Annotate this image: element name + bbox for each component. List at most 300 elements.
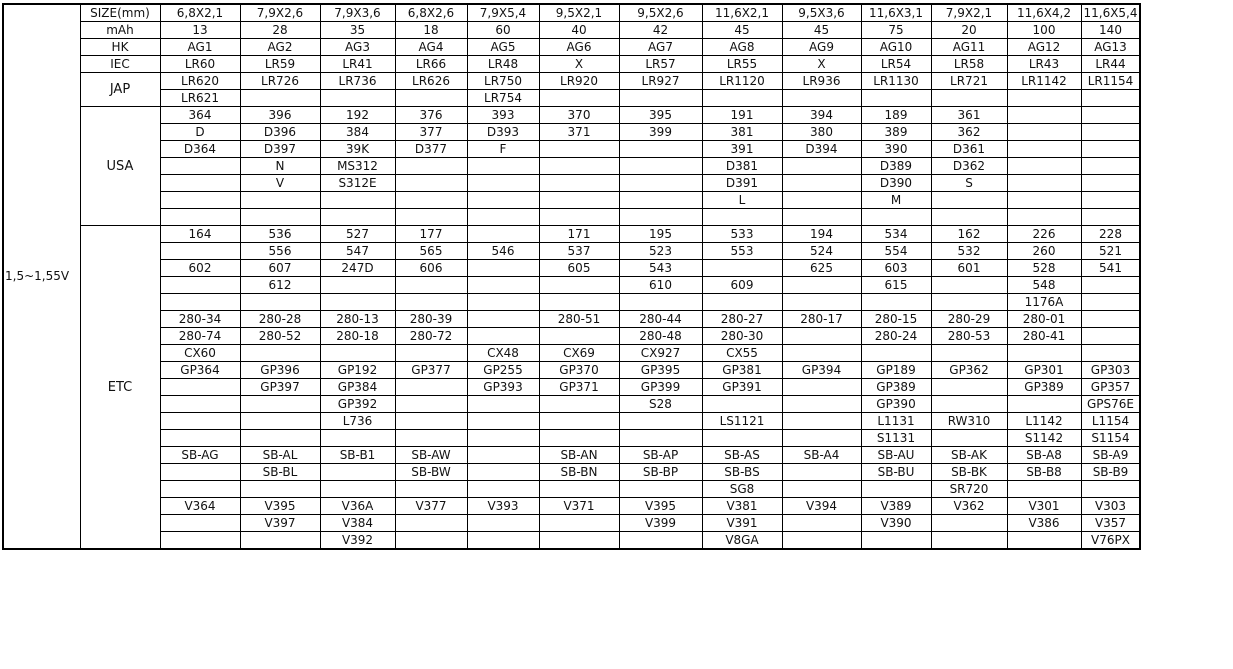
data-row bbox=[3, 158, 1140, 175]
data-cell: GP362 bbox=[931, 362, 1007, 379]
header-value-cell: AG10 bbox=[861, 39, 931, 56]
data-cell bbox=[539, 141, 619, 158]
data-cell: LR621 bbox=[160, 90, 240, 107]
group-label: ETC bbox=[80, 226, 160, 550]
data-cell bbox=[539, 430, 619, 447]
data-cell bbox=[782, 345, 861, 362]
data-cell: SB-A4 bbox=[782, 447, 861, 464]
data-cell bbox=[1007, 532, 1081, 550]
data-cell bbox=[467, 447, 539, 464]
data-cell: 191 bbox=[702, 107, 782, 124]
data-cell bbox=[467, 158, 539, 175]
data-cell bbox=[467, 464, 539, 481]
data-cell: S1154 bbox=[1081, 430, 1140, 447]
header-value-cell: 35 bbox=[320, 22, 395, 39]
header-value-cell: 6,8X2,1 bbox=[160, 4, 240, 22]
data-cell: GP377 bbox=[395, 362, 467, 379]
data-cell bbox=[467, 413, 539, 430]
header-value-cell: LR44 bbox=[1081, 56, 1140, 73]
data-cell: SB-B8 bbox=[1007, 464, 1081, 481]
data-cell bbox=[861, 532, 931, 550]
data-cell bbox=[160, 396, 240, 413]
data-cell: D393 bbox=[467, 124, 539, 141]
data-row bbox=[3, 243, 1140, 260]
data-cell: LR1130 bbox=[861, 73, 931, 90]
data-cell: GP301 bbox=[1007, 362, 1081, 379]
data-cell bbox=[702, 294, 782, 311]
data-cell: 610 bbox=[619, 277, 702, 294]
data-cell: GP390 bbox=[861, 396, 931, 413]
data-cell: LR920 bbox=[539, 73, 619, 90]
data-cell bbox=[539, 532, 619, 550]
data-cell: 523 bbox=[619, 243, 702, 260]
data-cell bbox=[619, 430, 702, 447]
data-cell: SB-B9 bbox=[1081, 464, 1140, 481]
data-row bbox=[3, 107, 1140, 124]
data-cell: SB-BP bbox=[619, 464, 702, 481]
row-header-label: IEC bbox=[80, 56, 160, 73]
data-cell bbox=[160, 464, 240, 481]
header-value-cell: LR59 bbox=[240, 56, 320, 73]
data-cell: 381 bbox=[702, 124, 782, 141]
data-cell: 1176A bbox=[1007, 294, 1081, 311]
data-cell: V357 bbox=[1081, 515, 1140, 532]
data-cell: GP384 bbox=[320, 379, 395, 396]
data-cell bbox=[1081, 209, 1140, 226]
data-cell bbox=[1081, 90, 1140, 107]
row-header-label: mAh bbox=[80, 22, 160, 39]
data-cell bbox=[240, 430, 320, 447]
data-cell bbox=[467, 515, 539, 532]
data-cell: 260 bbox=[1007, 243, 1081, 260]
data-cell bbox=[395, 175, 467, 192]
data-cell: 393 bbox=[467, 107, 539, 124]
data-cell: LR620 bbox=[160, 73, 240, 90]
header-value-cell: 45 bbox=[702, 22, 782, 39]
data-cell bbox=[395, 158, 467, 175]
data-cell: D381 bbox=[702, 158, 782, 175]
data-cell: GP393 bbox=[467, 379, 539, 396]
data-cell bbox=[539, 175, 619, 192]
header-value-cell: 7,9X3,6 bbox=[320, 4, 395, 22]
data-cell bbox=[320, 481, 395, 498]
data-cell bbox=[160, 192, 240, 209]
data-cell bbox=[160, 481, 240, 498]
data-cell bbox=[320, 294, 395, 311]
data-cell: 602 bbox=[160, 260, 240, 277]
data-cell bbox=[1081, 175, 1140, 192]
data-cell: 625 bbox=[782, 260, 861, 277]
data-cell: GP371 bbox=[539, 379, 619, 396]
header-value-cell: 40 bbox=[539, 22, 619, 39]
header-value-cell: 7,9X5,4 bbox=[467, 4, 539, 22]
data-cell: 194 bbox=[782, 226, 861, 243]
data-row bbox=[3, 362, 1140, 379]
data-cell bbox=[467, 209, 539, 226]
header-value-cell: 140 bbox=[1081, 22, 1140, 39]
data-cell: V395 bbox=[619, 498, 702, 515]
data-cell bbox=[931, 515, 1007, 532]
data-cell bbox=[619, 158, 702, 175]
data-cell: LR726 bbox=[240, 73, 320, 90]
data-cell: SB-BW bbox=[395, 464, 467, 481]
data-cell: SB-BU bbox=[861, 464, 931, 481]
battery-cross-reference-sheet bbox=[2, 3, 1141, 550]
data-cell: L bbox=[702, 192, 782, 209]
data-cell bbox=[1007, 175, 1081, 192]
header-row bbox=[3, 22, 1140, 39]
header-value-cell: 18 bbox=[395, 22, 467, 39]
data-cell bbox=[1081, 481, 1140, 498]
data-cell: GP255 bbox=[467, 362, 539, 379]
data-cell bbox=[539, 515, 619, 532]
data-row bbox=[3, 141, 1140, 158]
data-cell: GP192 bbox=[320, 362, 395, 379]
data-cell bbox=[782, 158, 861, 175]
data-cell: V394 bbox=[782, 498, 861, 515]
data-cell bbox=[395, 345, 467, 362]
data-cell: 527 bbox=[320, 226, 395, 243]
data-cell: 541 bbox=[1081, 260, 1140, 277]
data-cell: 534 bbox=[861, 226, 931, 243]
data-cell bbox=[702, 209, 782, 226]
data-cell bbox=[1081, 294, 1140, 311]
data-cell: LR936 bbox=[782, 73, 861, 90]
header-value-cell: LR54 bbox=[861, 56, 931, 73]
header-value-cell: LR55 bbox=[702, 56, 782, 73]
data-cell bbox=[160, 243, 240, 260]
data-cell: V393 bbox=[467, 498, 539, 515]
data-cell bbox=[619, 175, 702, 192]
data-cell: 226 bbox=[1007, 226, 1081, 243]
data-cell: 547 bbox=[320, 243, 395, 260]
header-value-cell: LR43 bbox=[1007, 56, 1081, 73]
data-cell: 394 bbox=[782, 107, 861, 124]
data-cell: 370 bbox=[539, 107, 619, 124]
header-value-cell: 28 bbox=[240, 22, 320, 39]
data-cell bbox=[539, 209, 619, 226]
data-cell bbox=[1007, 481, 1081, 498]
data-cell bbox=[702, 396, 782, 413]
data-cell: GP397 bbox=[240, 379, 320, 396]
data-cell: 280-44 bbox=[619, 311, 702, 328]
data-row bbox=[3, 498, 1140, 515]
data-cell: N bbox=[240, 158, 320, 175]
data-cell: M bbox=[861, 192, 931, 209]
header-value-cell: 42 bbox=[619, 22, 702, 39]
data-cell: V bbox=[240, 175, 320, 192]
data-cell: D396 bbox=[240, 124, 320, 141]
data-cell bbox=[931, 192, 1007, 209]
data-cell: 399 bbox=[619, 124, 702, 141]
data-cell: SB-BS bbox=[702, 464, 782, 481]
data-cell: CX69 bbox=[539, 345, 619, 362]
data-cell bbox=[782, 209, 861, 226]
data-cell: CX60 bbox=[160, 345, 240, 362]
data-cell bbox=[160, 209, 240, 226]
data-cell: V362 bbox=[931, 498, 1007, 515]
header-value-cell: AG12 bbox=[1007, 39, 1081, 56]
data-cell: GP364 bbox=[160, 362, 240, 379]
data-cell: 280-34 bbox=[160, 311, 240, 328]
data-cell: SB-A9 bbox=[1081, 447, 1140, 464]
data-cell bbox=[539, 328, 619, 345]
data-cell bbox=[931, 430, 1007, 447]
data-row bbox=[3, 124, 1140, 141]
data-cell: LR626 bbox=[395, 73, 467, 90]
header-value-cell: AG13 bbox=[1081, 39, 1140, 56]
data-cell bbox=[539, 481, 619, 498]
data-cell: 171 bbox=[539, 226, 619, 243]
data-cell: SB-AG bbox=[160, 447, 240, 464]
data-cell: GP391 bbox=[702, 379, 782, 396]
header-value-cell: 7,9X2,1 bbox=[931, 4, 1007, 22]
data-cell: 606 bbox=[395, 260, 467, 277]
data-cell: SB-A8 bbox=[1007, 447, 1081, 464]
data-cell bbox=[931, 90, 1007, 107]
header-value-cell: 9,5X2,6 bbox=[619, 4, 702, 22]
data-cell bbox=[782, 515, 861, 532]
data-cell: CX55 bbox=[702, 345, 782, 362]
data-cell bbox=[861, 345, 931, 362]
data-cell: 371 bbox=[539, 124, 619, 141]
data-cell: SB-BN bbox=[539, 464, 619, 481]
data-cell bbox=[619, 209, 702, 226]
data-cell: 280-30 bbox=[702, 328, 782, 345]
data-cell bbox=[160, 532, 240, 550]
header-value-cell: 9,5X3,6 bbox=[782, 4, 861, 22]
data-cell: S bbox=[931, 175, 1007, 192]
data-cell: 280-51 bbox=[539, 311, 619, 328]
row-header-label: SIZE(mm) bbox=[80, 4, 160, 22]
data-cell: V390 bbox=[861, 515, 931, 532]
data-cell: 280-48 bbox=[619, 328, 702, 345]
data-cell bbox=[1007, 90, 1081, 107]
data-row bbox=[3, 73, 1140, 90]
data-cell: GP381 bbox=[702, 362, 782, 379]
data-cell bbox=[782, 430, 861, 447]
data-cell: 543 bbox=[619, 260, 702, 277]
data-cell: 537 bbox=[539, 243, 619, 260]
data-cell bbox=[395, 532, 467, 550]
data-cell: 553 bbox=[702, 243, 782, 260]
data-cell: CX48 bbox=[467, 345, 539, 362]
data-cell bbox=[467, 328, 539, 345]
data-cell: D390 bbox=[861, 175, 931, 192]
data-cell: 396 bbox=[240, 107, 320, 124]
data-cell: 280-39 bbox=[395, 311, 467, 328]
data-cell: GP396 bbox=[240, 362, 320, 379]
header-value-cell: AG9 bbox=[782, 39, 861, 56]
data-cell bbox=[160, 277, 240, 294]
data-cell: 605 bbox=[539, 260, 619, 277]
data-row bbox=[3, 481, 1140, 498]
data-cell bbox=[861, 209, 931, 226]
data-cell: 521 bbox=[1081, 243, 1140, 260]
data-cell bbox=[467, 396, 539, 413]
data-cell: 612 bbox=[240, 277, 320, 294]
header-value-cell: 20 bbox=[931, 22, 1007, 39]
data-cell bbox=[539, 158, 619, 175]
data-cell: 280-53 bbox=[931, 328, 1007, 345]
data-cell: V371 bbox=[539, 498, 619, 515]
data-cell: 280-52 bbox=[240, 328, 320, 345]
data-cell: D361 bbox=[931, 141, 1007, 158]
data-cell: 615 bbox=[861, 277, 931, 294]
data-cell bbox=[160, 413, 240, 430]
data-cell: 607 bbox=[240, 260, 320, 277]
data-cell: 395 bbox=[619, 107, 702, 124]
data-cell bbox=[240, 192, 320, 209]
data-row bbox=[3, 226, 1140, 243]
data-cell bbox=[539, 396, 619, 413]
data-cell: S312E bbox=[320, 175, 395, 192]
data-cell bbox=[395, 396, 467, 413]
data-cell bbox=[160, 515, 240, 532]
data-cell bbox=[619, 294, 702, 311]
data-cell bbox=[467, 226, 539, 243]
data-cell: 177 bbox=[395, 226, 467, 243]
data-cell bbox=[1007, 141, 1081, 158]
data-cell bbox=[1081, 192, 1140, 209]
data-cell: V399 bbox=[619, 515, 702, 532]
data-cell bbox=[160, 379, 240, 396]
data-cell: 228 bbox=[1081, 226, 1140, 243]
data-cell bbox=[467, 532, 539, 550]
data-cell: L736 bbox=[320, 413, 395, 430]
data-cell: D394 bbox=[782, 141, 861, 158]
data-cell: D364 bbox=[160, 141, 240, 158]
data-cell bbox=[931, 294, 1007, 311]
data-cell: LR736 bbox=[320, 73, 395, 90]
data-cell: GP357 bbox=[1081, 379, 1140, 396]
data-cell bbox=[395, 413, 467, 430]
header-value-cell: AG6 bbox=[539, 39, 619, 56]
header-value-cell: AG7 bbox=[619, 39, 702, 56]
data-cell bbox=[240, 90, 320, 107]
data-cell bbox=[395, 430, 467, 447]
data-cell: 364 bbox=[160, 107, 240, 124]
data-cell bbox=[395, 515, 467, 532]
data-row bbox=[3, 447, 1140, 464]
data-cell bbox=[320, 277, 395, 294]
data-cell: V381 bbox=[702, 498, 782, 515]
data-cell bbox=[1007, 345, 1081, 362]
data-cell bbox=[320, 430, 395, 447]
data-cell bbox=[619, 141, 702, 158]
data-cell bbox=[1081, 277, 1140, 294]
data-row bbox=[3, 532, 1140, 550]
data-cell: 362 bbox=[931, 124, 1007, 141]
data-cell: GP389 bbox=[1007, 379, 1081, 396]
data-cell: 162 bbox=[931, 226, 1007, 243]
voltage-label: 1,5~1,55V bbox=[3, 4, 80, 549]
data-cell bbox=[1007, 124, 1081, 141]
data-cell: V76PX bbox=[1081, 532, 1140, 550]
data-cell: SB-AK bbox=[931, 447, 1007, 464]
header-row bbox=[3, 39, 1140, 56]
data-cell bbox=[931, 379, 1007, 396]
data-cell bbox=[240, 396, 320, 413]
data-cell: MS312 bbox=[320, 158, 395, 175]
data-cell: 391 bbox=[702, 141, 782, 158]
data-cell: 280-17 bbox=[782, 311, 861, 328]
data-cell bbox=[395, 277, 467, 294]
data-cell: S28 bbox=[619, 396, 702, 413]
data-cell bbox=[320, 90, 395, 107]
data-row bbox=[3, 277, 1140, 294]
header-value-cell: 11,6X2,1 bbox=[702, 4, 782, 22]
data-cell bbox=[395, 294, 467, 311]
data-cell: D397 bbox=[240, 141, 320, 158]
data-cell bbox=[467, 277, 539, 294]
data-cell: V36A bbox=[320, 498, 395, 515]
data-cell: 603 bbox=[861, 260, 931, 277]
data-cell bbox=[1081, 141, 1140, 158]
data-row bbox=[3, 260, 1140, 277]
data-cell: 565 bbox=[395, 243, 467, 260]
data-cell bbox=[1007, 396, 1081, 413]
data-cell: SB-AW bbox=[395, 447, 467, 464]
data-cell bbox=[782, 328, 861, 345]
data-cell: 280-13 bbox=[320, 311, 395, 328]
data-cell: 280-27 bbox=[702, 311, 782, 328]
data-cell: D362 bbox=[931, 158, 1007, 175]
data-row bbox=[3, 430, 1140, 447]
header-value-cell: 13 bbox=[160, 22, 240, 39]
data-cell: RW310 bbox=[931, 413, 1007, 430]
data-cell: 533 bbox=[702, 226, 782, 243]
data-cell: 377 bbox=[395, 124, 467, 141]
data-cell bbox=[539, 192, 619, 209]
row-header-label: HK bbox=[80, 39, 160, 56]
data-cell: SB-AS bbox=[702, 447, 782, 464]
data-cell bbox=[320, 464, 395, 481]
header-value-cell: 45 bbox=[782, 22, 861, 39]
data-cell bbox=[619, 192, 702, 209]
data-cell: 280-01 bbox=[1007, 311, 1081, 328]
data-cell bbox=[1081, 158, 1140, 175]
data-cell bbox=[782, 277, 861, 294]
data-cell bbox=[931, 396, 1007, 413]
data-row bbox=[3, 515, 1140, 532]
data-cell bbox=[160, 294, 240, 311]
data-cell: LR927 bbox=[619, 73, 702, 90]
header-row bbox=[3, 4, 1140, 22]
data-cell: D377 bbox=[395, 141, 467, 158]
data-cell bbox=[861, 294, 931, 311]
data-cell bbox=[539, 413, 619, 430]
data-cell: 554 bbox=[861, 243, 931, 260]
data-cell: 389 bbox=[861, 124, 931, 141]
data-cell: 164 bbox=[160, 226, 240, 243]
data-cell: V386 bbox=[1007, 515, 1081, 532]
data-cell: LR1120 bbox=[702, 73, 782, 90]
data-cell bbox=[782, 481, 861, 498]
data-cell: V8GA bbox=[702, 532, 782, 550]
data-cell bbox=[467, 311, 539, 328]
header-value-cell: AG1 bbox=[160, 39, 240, 56]
data-cell: LR1154 bbox=[1081, 73, 1140, 90]
data-row bbox=[3, 311, 1140, 328]
data-cell: GP392 bbox=[320, 396, 395, 413]
header-value-cell: 9,5X2,1 bbox=[539, 4, 619, 22]
data-cell: D bbox=[160, 124, 240, 141]
data-cell: GP370 bbox=[539, 362, 619, 379]
data-cell: 609 bbox=[702, 277, 782, 294]
header-value-cell: LR48 bbox=[467, 56, 539, 73]
data-cell: SB-BL bbox=[240, 464, 320, 481]
